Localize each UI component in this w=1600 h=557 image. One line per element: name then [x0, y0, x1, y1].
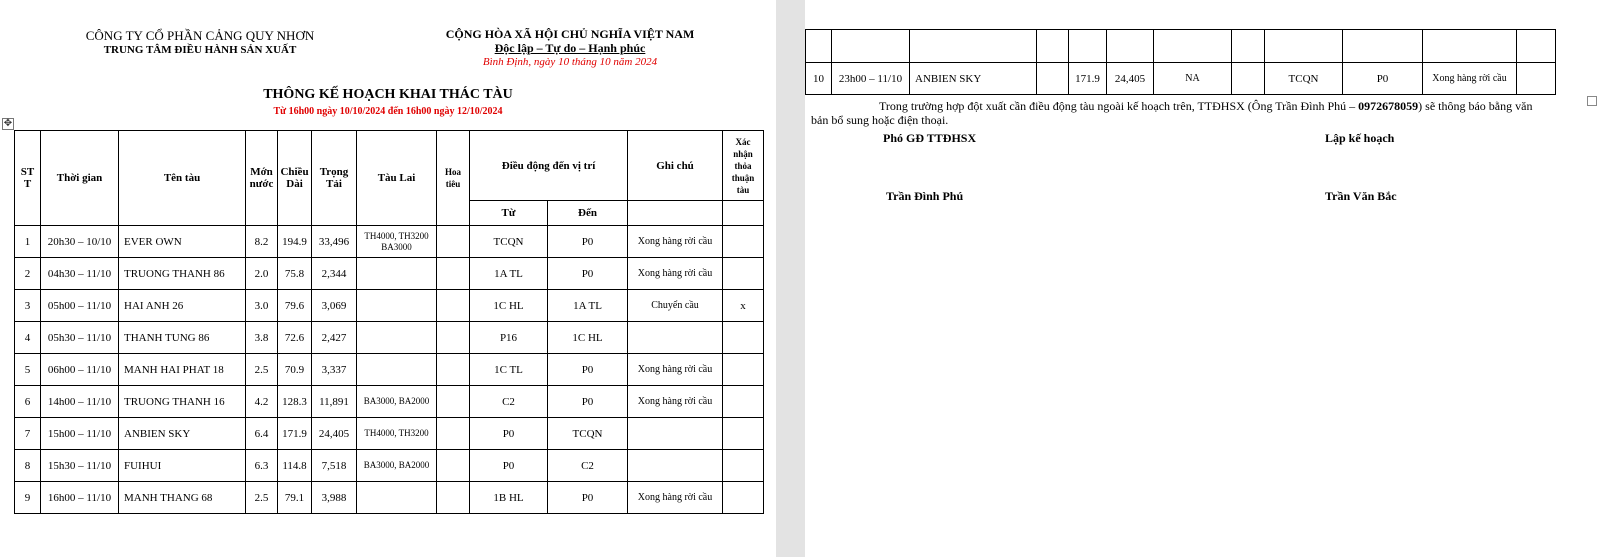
cell-note — [628, 418, 723, 450]
col-header-tonnage: Trọng Tải — [312, 131, 357, 226]
cell-time: 23h00 – 11/10 — [832, 63, 910, 95]
cell-note: Xong hàng rời cầu — [628, 258, 723, 290]
table-row — [15, 322, 764, 354]
cell-to: P0 — [548, 354, 628, 386]
page-corner-marker — [1587, 96, 1597, 106]
cell-to: 1C HL — [548, 322, 628, 354]
signature-right-name: Trần Văn Bắc — [1325, 189, 1397, 203]
cell-to: 1A TL — [548, 290, 628, 322]
table-row — [15, 386, 764, 418]
cell-draft — [1037, 63, 1069, 95]
table-row — [15, 482, 764, 514]
cell-stt: 4 — [15, 322, 41, 354]
cell-stt: 3 — [15, 290, 41, 322]
table-row — [15, 258, 764, 290]
cell-from: TCQN — [470, 226, 548, 258]
cell-ship: MANH THANG 68 — [119, 482, 246, 514]
schedule-body — [15, 226, 764, 514]
ship-schedule-table — [14, 130, 764, 514]
cell-to: P0 — [548, 482, 628, 514]
cell-draft: 3.8 — [246, 322, 278, 354]
cell-from: 1B HL — [470, 482, 548, 514]
cell-from: 1C TL — [470, 354, 548, 386]
cell-pilot — [437, 322, 470, 354]
col-header-move: Điều động đến vị trí — [470, 131, 628, 201]
cell-tug: TH4000, TH3200 — [357, 418, 437, 450]
cell-confirm — [723, 322, 764, 354]
signature-left-title: Phó GĐ TTĐHSX — [883, 131, 977, 145]
cell-draft: 2.5 — [246, 482, 278, 514]
signature-right-title: Lập kế hoạch — [1325, 131, 1395, 145]
cell-time: 15h30 – 11/10 — [41, 450, 119, 482]
cell-time: 15h00 – 11/10 — [41, 418, 119, 450]
cell-note — [628, 322, 723, 354]
notice-phone: 0972678059 — [1358, 99, 1419, 113]
cell-tug — [357, 290, 437, 322]
cell-note: Xong hàng rời cầu — [628, 482, 723, 514]
cell-confirm — [723, 354, 764, 386]
cell-tug: NA — [1154, 63, 1232, 95]
cell-pilot — [437, 450, 470, 482]
continued-empty-row — [806, 30, 1556, 63]
cell-ship: TRUONG THANH 16 — [119, 386, 246, 418]
cell-confirm — [723, 482, 764, 514]
col-header-length: Chiều Dài — [278, 131, 312, 226]
cell-confirm — [723, 386, 764, 418]
cell-ship: TRUONG THANH 86 — [119, 258, 246, 290]
department-name: TRUNG TÂM ĐIỀU HÀNH SẢN XUẤT — [103, 44, 297, 56]
cell-from: P0 — [470, 418, 548, 450]
cell-to: P0 — [548, 226, 628, 258]
cell-draft: 3.0 — [246, 290, 278, 322]
cell-time: 16h00 – 11/10 — [41, 482, 119, 514]
cell-draft: 8.2 — [246, 226, 278, 258]
cell-draft: 6.3 — [246, 450, 278, 482]
company-header — [40, 28, 360, 58]
cell-to: C2 — [548, 450, 628, 482]
document-page-1 — [0, 0, 776, 557]
national-header — [420, 27, 720, 69]
col-header-note: Ghi chú — [628, 131, 723, 201]
notice-paragraph — [811, 99, 1541, 127]
cell-note — [628, 450, 723, 482]
cell-tug: BA3000, BA2000 — [357, 386, 437, 418]
col-header-from: Từ — [470, 201, 548, 226]
cell-pilot — [437, 226, 470, 258]
cell-ship: MANH HAI PHAT 18 — [119, 354, 246, 386]
cell-draft: 2.0 — [246, 258, 278, 290]
notice-text-end: ) sẽ thông báo bằng văn bản bổ sung hoặc điện thoại. — [811, 99, 1533, 127]
cell-tonnage: 24,405 — [312, 418, 357, 450]
cell-note: Chuyển cầu — [628, 290, 723, 322]
cell-tonnage: 2,427 — [312, 322, 357, 354]
cell-tug — [357, 258, 437, 290]
col-header-time: Thời gian — [41, 131, 119, 226]
col-header-note-empty — [628, 201, 723, 226]
cell-length: 171.9 — [1069, 63, 1107, 95]
cell-ship: HAI ANH 26 — [119, 290, 246, 322]
cell-from: 1A TL — [470, 258, 548, 290]
col-header-confirm-empty — [723, 201, 764, 226]
col-header-to: Đến — [548, 201, 628, 226]
cell-tonnage: 24,405 — [1107, 63, 1154, 95]
cell-tonnage: 7,518 — [312, 450, 357, 482]
cell-confirm — [723, 258, 764, 290]
cell-stt: 10 — [806, 63, 832, 95]
continued-schedule-table — [805, 29, 1556, 95]
table-row — [15, 354, 764, 386]
cell-confirm — [723, 450, 764, 482]
table-row — [15, 418, 764, 450]
table-row — [806, 63, 1556, 95]
cell-stt: 8 — [15, 450, 41, 482]
cell-stt: 5 — [15, 354, 41, 386]
cell-draft: 6.4 — [246, 418, 278, 450]
cell-ship: FUIHUI — [119, 450, 246, 482]
document-page-2 — [805, 0, 1600, 557]
cell-length: 114.8 — [278, 450, 312, 482]
cell-confirm: x — [723, 290, 764, 322]
cell-tug — [357, 322, 437, 354]
table-move-handle-icon[interactable]: ✥ — [3, 118, 13, 129]
cell-time: 14h00 – 11/10 — [41, 386, 119, 418]
cell-note: Xong hàng rời cầu — [628, 386, 723, 418]
cell-note: Xong hàng rời cầu — [1423, 63, 1517, 95]
cell-tug — [357, 354, 437, 386]
cell-pilot — [437, 258, 470, 290]
cell-from: P16 — [470, 322, 548, 354]
col-header-confirm: Xác nhận thỏa thuận tàu — [723, 131, 764, 201]
cell-from: C2 — [470, 386, 548, 418]
cell-stt: 1 — [15, 226, 41, 258]
cell-pilot — [1232, 63, 1265, 95]
cell-time: 05h00 – 11/10 — [41, 290, 119, 322]
cell-draft: 2.5 — [246, 354, 278, 386]
cell-stt: 9 — [15, 482, 41, 514]
cell-draft: 4.2 — [246, 386, 278, 418]
page-gutter — [776, 0, 805, 557]
cell-length: 79.6 — [278, 290, 312, 322]
cell-note: Xong hàng rời cầu — [628, 354, 723, 386]
cell-pilot — [437, 354, 470, 386]
document-title: THÔNG KẾ HOẠCH KHAI THÁC TÀU — [263, 87, 513, 102]
cell-length: 79.1 — [278, 482, 312, 514]
cell-stt: 2 — [15, 258, 41, 290]
cell-stt: 6 — [15, 386, 41, 418]
col-header-ship: Tên tàu — [119, 131, 246, 226]
cell-to: P0 — [548, 386, 628, 418]
cell-pilot — [437, 290, 470, 322]
cell-from: 1C HL — [470, 290, 548, 322]
cell-to: P0 — [1343, 63, 1423, 95]
cell-length: 128.3 — [278, 386, 312, 418]
cell-confirm — [723, 226, 764, 258]
cell-length: 72.6 — [278, 322, 312, 354]
cell-tonnage: 33,496 — [312, 226, 357, 258]
cell-ship: ANBIEN SKY — [910, 63, 1037, 95]
col-header-stt: ST T — [15, 131, 41, 226]
cell-tug: TH4000, TH3200 BA3000 — [357, 226, 437, 258]
cell-tonnage: 3,988 — [312, 482, 357, 514]
cell-time: 06h00 – 11/10 — [41, 354, 119, 386]
cell-pilot — [437, 418, 470, 450]
col-header-draft: Mớn nước — [246, 131, 278, 226]
cell-note: Xong hàng rời cầu — [628, 226, 723, 258]
table-row — [15, 226, 764, 258]
cell-length: 171.9 — [278, 418, 312, 450]
cell-tonnage: 3,337 — [312, 354, 357, 386]
cell-time: 05h30 – 11/10 — [41, 322, 119, 354]
table-row — [15, 290, 764, 322]
cell-to: TCQN — [548, 418, 628, 450]
cell-length: 194.9 — [278, 226, 312, 258]
cell-pilot — [437, 386, 470, 418]
cell-confirm — [723, 418, 764, 450]
cell-pilot — [437, 482, 470, 514]
cell-ship: EVER OWN — [119, 226, 246, 258]
cell-tonnage: 3,069 — [312, 290, 357, 322]
cell-confirm — [1517, 63, 1556, 95]
cell-from: P0 — [470, 450, 548, 482]
table-row — [15, 450, 764, 482]
cell-tug: BA3000, BA2000 — [357, 450, 437, 482]
cell-length: 75.8 — [278, 258, 312, 290]
cell-tonnage: 2,344 — [312, 258, 357, 290]
signature-left-name: Trần Đình Phú — [886, 189, 964, 203]
document-subtitle: Từ 16h00 ngày 10/10/2024 đến 16h00 ngày 12/10/2024 — [273, 106, 503, 117]
cell-to: P0 — [548, 258, 628, 290]
col-header-tug: Tàu Lai — [357, 131, 437, 226]
cell-from: TCQN — [1265, 63, 1343, 95]
cell-stt: 7 — [15, 418, 41, 450]
cell-time: 04h30 – 11/10 — [41, 258, 119, 290]
nation-motto: Độc lập – Tự do – Hạnh phúc — [494, 41, 646, 55]
document-date: Bình Định, ngày 10 tháng 10 năm 2024 — [482, 56, 658, 68]
col-header-pilot: Hoa tiêu — [437, 131, 470, 226]
cell-ship: THANH TUNG 86 — [119, 322, 246, 354]
company-name: CÔNG TY CỔ PHẦN CẢNG QUY NHƠN — [85, 28, 315, 43]
notice-text: Trong trường hợp đột xuất cần điều động tàu ngoài kế hoạch trên, TTĐHSX (Ông Trần Đình Phú – — [879, 99, 1359, 113]
nation-title: CỘNG HÒA XÃ HỘI CHỦ NGHĨA VIỆT NAM — [445, 27, 695, 41]
cell-ship: ANBIEN SKY — [119, 418, 246, 450]
cell-time: 20h30 – 10/10 — [41, 226, 119, 258]
cell-tonnage: 11,891 — [312, 386, 357, 418]
table-header-row — [15, 131, 764, 201]
cell-length: 70.9 — [278, 354, 312, 386]
cell-tug — [357, 482, 437, 514]
